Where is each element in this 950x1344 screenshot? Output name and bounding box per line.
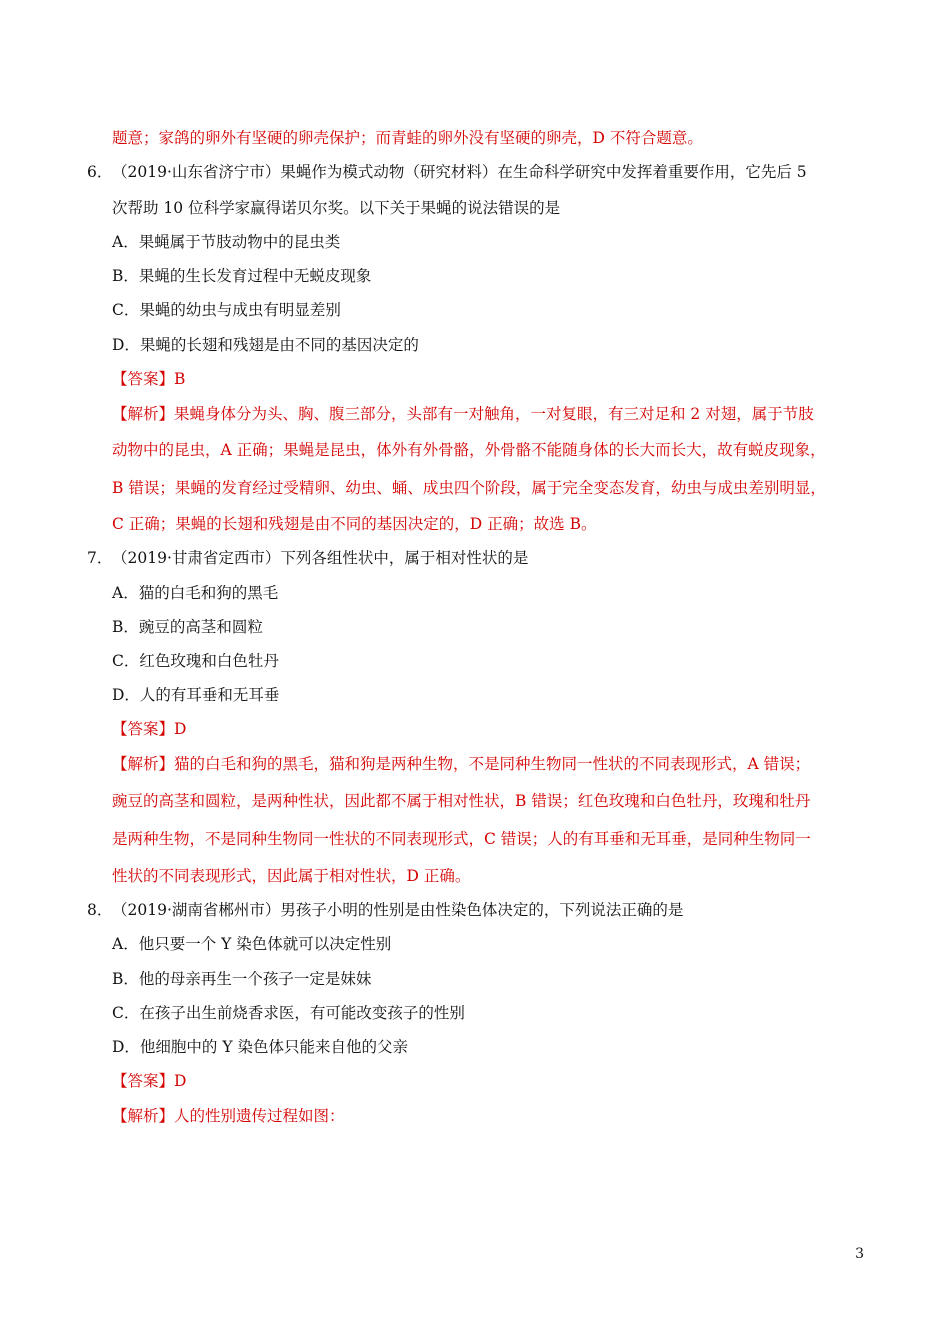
- question-number: 7．: [87, 549, 113, 567]
- explanation-line: C 正确；果蝇的长翅和残翅是由不同的基因决定的，D 正确；故选 B。: [112, 515, 597, 533]
- explanation-line: 【解析】人的性别遗传过程如图：: [112, 1107, 345, 1125]
- explanation-line: 性状的不同表现形式，因此属于相对性状，D 正确。: [112, 867, 471, 885]
- explanation-line: 豌豆的高茎和圆粒，是两种性状，因此都不属于相对性状，B 错误；红色玫瑰和白色牡丹，玫瑰和牡丹: [112, 792, 811, 810]
- explanation-line: 是两种生物，不是同种生物同一性状的不同表现形式，C 错误；人的有耳垂和无耳垂，是同种生物同一: [112, 830, 811, 848]
- option-b: B．果蝇的生长发育过程中无蜕皮现象: [112, 267, 372, 285]
- explanation-line: 【解析】果蝇身体分为头、胸、腹三部分，头部有一对触角，一对复眼，有三对足和 2 对翅，属于节肢: [112, 405, 814, 423]
- option-d: D．他细胞中的 Y 染色体只能来自他的父亲: [112, 1038, 409, 1056]
- answer-label: 【答案】D: [112, 1072, 187, 1090]
- option-c: C．红色玫瑰和白色牡丹: [112, 652, 279, 670]
- explanation-line: B 错误；果蝇的发育经过受精卵、幼虫、蛹、成虫四个阶段，属于完全变态发育，幼虫与成虫差别明显，: [112, 479, 826, 497]
- option-b: B．他的母亲再生一个孩子一定是妹妹: [112, 970, 372, 988]
- option-d: D．果蝇的长翅和残翅是由不同的基因决定的: [112, 336, 419, 354]
- answer-label: 【答案】B: [112, 370, 186, 388]
- question-stem-line: （2019·甘肃省定西市）下列各组性状中，属于相对性状的是: [112, 549, 529, 567]
- option-d: D．人的有耳垂和无耳垂: [112, 686, 280, 704]
- explanation-line: 【解析】猫的白毛和狗的黑毛，猫和狗是两种生物，不是同种生物同一性状的不同表现形式，A 错误；: [112, 755, 811, 773]
- question-number: 8．: [87, 901, 113, 919]
- option-b: B．豌豆的高茎和圆粒: [112, 618, 263, 636]
- option-c: C．果蝇的幼虫与成虫有明显差别: [112, 301, 341, 319]
- previous-explanation-tail: 题意；家鸽的卵外有坚硬的卵壳保护；而青蛙的卵外没有坚硬的卵壳，D 不符合题意。: [112, 129, 703, 147]
- option-a: A．他只要一个 Y 染色体就可以决定性别: [112, 935, 392, 953]
- explanation-line: 动物中的昆虫，A 正确；果蝇是昆虫，体外有外骨骼，外骨骼不能随身体的长大而长大，故有蜕皮现象，: [112, 441, 826, 459]
- question-stem-line: （2019·湖南省郴州市）男孩子小明的性别是由性染色体决定的，下列说法正确的是: [112, 901, 684, 919]
- option-a: A．猫的白毛和狗的黑毛: [112, 584, 279, 602]
- page-number: 3: [855, 1246, 864, 1262]
- option-a: A．果蝇属于节肢动物中的昆虫类: [112, 233, 341, 251]
- question-stem-line: 次帮助 10 位科学家赢得诺贝尔奖。以下关于果蝇的说法错误的是: [112, 199, 561, 217]
- answer-label: 【答案】D: [112, 720, 187, 738]
- question-number: 6．: [87, 163, 113, 181]
- option-c: C．在孩子出生前烧香求医，有可能改变孩子的性别: [112, 1004, 465, 1022]
- question-stem-line: （2019·山东省济宁市）果蝇作为模式动物（研究材料）在生命科学研究中发挥着重要作用，它先后 5: [112, 163, 807, 181]
